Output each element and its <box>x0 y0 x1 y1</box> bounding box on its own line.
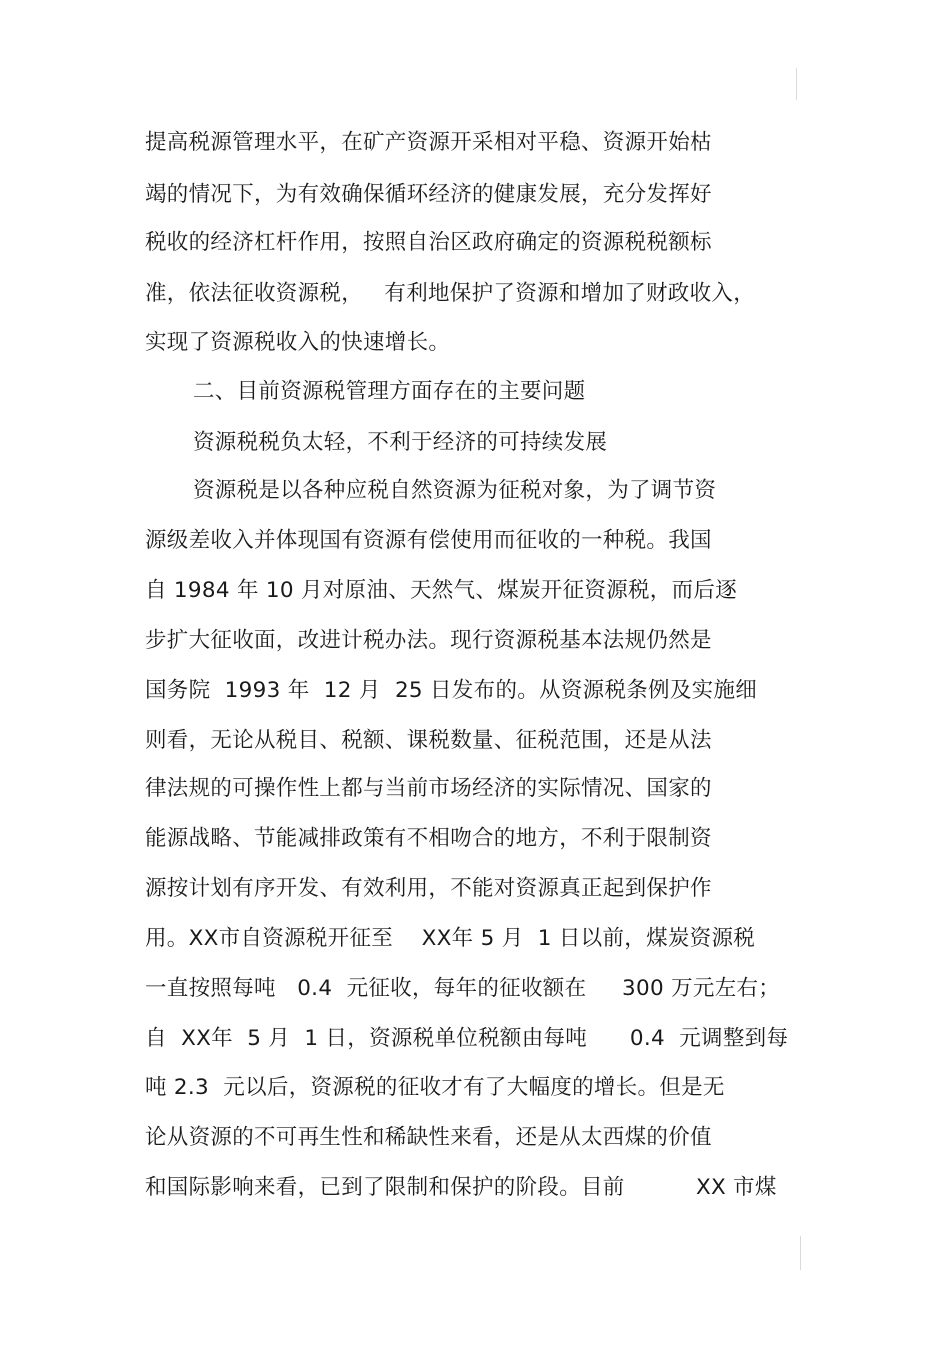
paragraph-line: 自 1984 年 10 月对原油、天然气、煤炭开征资源税，而后逐 <box>145 578 738 603</box>
paragraph-line: 则看，无论从税目、税额、课税数量、征税范围，还是从法 <box>145 728 712 753</box>
paragraph-line: 步扩大征收面，改进计税办法。现行资源税基本法规仍然是 <box>145 628 712 653</box>
paragraph-line: 一直按照每吨 0.4 元征收，每年的征收额在 300 万元左右； <box>145 976 781 1001</box>
paragraph-line: 国务院 1993 年 12 月 25 日发布的。从资源税条例及实施细 <box>145 678 758 703</box>
paragraph-line: 准，依法征收资源税， 有利地保护了资源和增加了财政收入， <box>145 281 756 306</box>
paragraph-line: 和国际影响来看，已到了限制和保护的阶段。目前 XX 市煤 <box>145 1175 777 1200</box>
paragraph-line: 资源税是以各种应税自然资源为征税对象，为了调节资 <box>193 478 717 503</box>
paragraph-line: 能源战略、节能减排政策有不相吻合的地方，不利于限制资 <box>145 826 712 851</box>
paragraph-line: 提高税源管理水平，在矿产资源开采相对平稳、资源开始枯 <box>145 130 712 155</box>
paragraph-line: 论从资源的不可再生性和稀缺性来看，还是从太西煤的价值 <box>145 1125 712 1150</box>
paragraph-line: 源按计划有序开发、有效利用，不能对资源真正起到保护作 <box>145 876 712 901</box>
paragraph-line: 源级差收入并体现国有资源有偿使用而征收的一种税。我国 <box>145 528 712 553</box>
margin-mark-top <box>796 68 797 100</box>
paragraph-line: 吨 2.3 元以后，资源税的征收才有了大幅度的增长。但是无 <box>145 1075 725 1100</box>
margin-mark-bottom <box>800 1236 801 1270</box>
paragraph-line: 税收的经济杠杆作用，按照自治区政府确定的资源税税额标 <box>145 230 712 255</box>
paragraph-line: 实现了资源税收入的快速增长。 <box>145 330 451 355</box>
paragraph-line: 自 XX年 5 月 1 日，资源税单位税额由每吨 0.4 元调整到每 <box>145 1026 789 1051</box>
paragraph-line: 用。XX市自资源税开征至 XX年 5 月 1 日以前，煤炭资源税 <box>145 926 756 951</box>
subsection-heading: 资源税税负太轻，不利于经济的可持续发展 <box>193 430 608 455</box>
section-heading: 二、目前资源税管理方面存在的主要问题 <box>193 379 586 404</box>
paragraph-line: 律法规的可操作性上都与当前市场经济的实际情况、国家的 <box>145 776 712 801</box>
paragraph-line: 竭的情况下，为有效确保循环经济的健康发展，充分发挥好 <box>145 182 712 207</box>
